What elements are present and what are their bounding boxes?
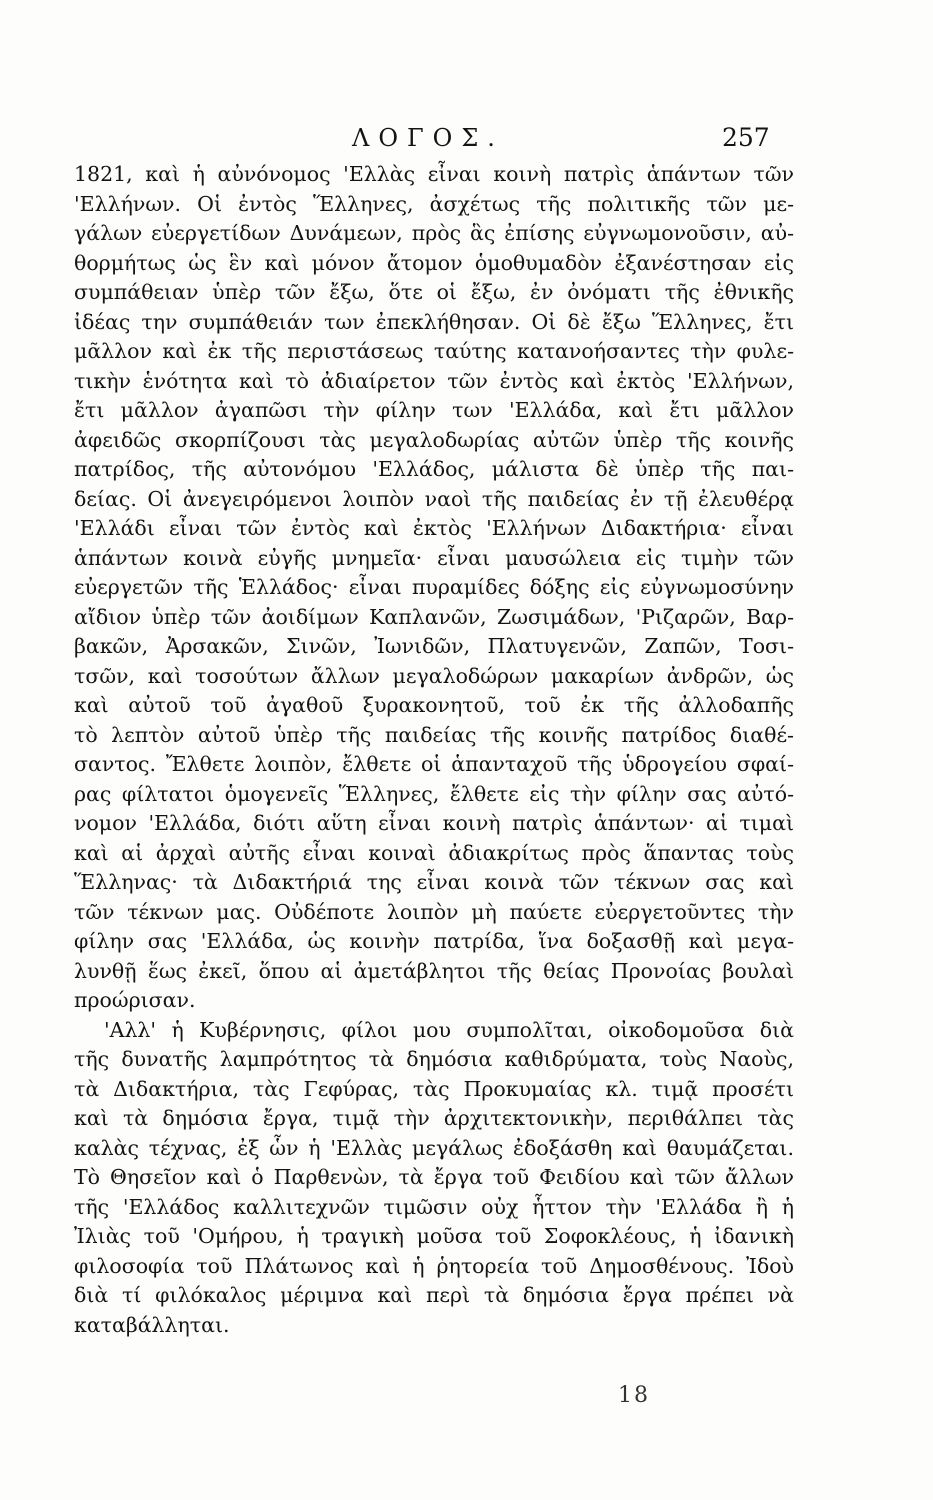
text-line: τσῶν, καὶ τοσούτων ἄλλων μεγαλοδώρων μακαρίων ἀνδρῶν, ὡς [74, 663, 794, 688]
text-line: ἁπάντων κοινὰ εὐγῆς μνημεῖα· εἶναι μαυσώλεια εἰς τιμὴν τῶν [74, 545, 794, 570]
page-number: 257 [722, 123, 770, 152]
text-line: μᾶλλον καὶ ἐκ τῆς περιστάσεως ταύτης κατανοήσαντες τὴν φυλε- [74, 339, 794, 363]
text-line: συμπάθειαν ὑπὲρ τῶν ἔξω, ὅτε οἱ ἔξω, ἐν ὀνόματι τῆς ἐθνικῆς [74, 280, 794, 304]
text-line: σαντος. Ἔλθετε λοιπὸν, ἔλθετε οἱ ἁπανταχοῦ τῆς ὑδρογείου σφαί- [74, 752, 794, 776]
text-line: τὰ Διδακτήρια, τὰς Γεφύρας, τὰς Προκυμαίας κλ. τιμᾷ προσέτι [74, 1076, 794, 1101]
text-line: τῆς 'Ελλάδος καλλιτεχνῶν τιμῶσιν οὐχ ἧττον τὴν 'Ελλάδα ἢ ἡ [74, 1194, 794, 1219]
signature-mark: 18 [618, 1383, 650, 1408]
text-line: δείας. Οἱ ἀνεγειρόμενοι λοιπὸν ναοὶ τῆς παιδείας ἐν τῇ ἐλευθέρᾳ [74, 486, 794, 511]
text-line: θορμήτως ὡς ἓν καὶ μόνον ἄτομον ὁμοθυμαδὸν ἐξανέστησαν εἰς [74, 250, 794, 275]
text-line: 'Ελλάδι εἶναι τῶν ἐντὸς καὶ ἐκτὸς 'Ελλήνων Διδακτήρια· εἶναι [74, 516, 794, 540]
text-line: Τὸ Θησεῖον καὶ ὁ Παρθενὼν, τὰ ἔργα τοῦ Φειδίου καὶ τῶν ἄλλων [74, 1165, 794, 1189]
text-line: λυνθῇ ἕως ἐκεῖ, ὅπου αἱ ἀμετάβλητοι τῆς θείας Προνοίας βουλαὶ [74, 958, 794, 983]
text-line: Ἰλιὰς τοῦ 'Ομήρου, ἡ τραγικὴ μοῦσα τοῦ Σοφοκλέους, ἡ ἰδανικὴ [74, 1224, 794, 1248]
text-line: ἰδέας την συμπάθειάν των ἐπεκλήθησαν. Οἱ δὲ ἔξω Ἕλληνες, ἔτι [74, 309, 794, 334]
text-line: γάλων εὐεργετίδων Δυνάμεων, πρὸς ἃς ἐπίσης εὐγνωμονοῦσιν, αὐ- [74, 221, 794, 245]
text-line: καὶ αἱ ἀρχαὶ αὐτῆς εἶναι κοιναὶ ἀδιακρίτως πρὸς ἅπαντας τοὺς [74, 840, 794, 865]
text-body [74, 160, 794, 1340]
text-line: καὶ τὰ δημόσια ἔργα, τιμᾷ τὴν ἀρχιτεκτονικὴν, περιθάλπει τὰς [74, 1106, 794, 1130]
text-line: 'Ελλήνων. Οἱ ἐντὸς Ἕλληνες, ἀσχέτως τῆς πολιτικῆς τῶν με- [74, 191, 794, 216]
text-line: προώρισαν. [74, 988, 196, 1012]
text-line: φίλην σας 'Ελλάδα, ὡς κοινὴν πατρίδα, ἵνα δοξασθῇ καὶ μεγα- [74, 929, 794, 953]
text-line: εὐεργετῶν τῆς Ἑλλάδος· εἶναι πυραμίδες δόξης εἰς εὐγνωμοσύνην [74, 575, 794, 599]
text-line: ρας φίλτατοι ὁμογενεῖς Ἕλληνες, ἔλθετε εἰς τὴν φίλην σας αὐτό- [74, 781, 794, 806]
text-line: βακῶν, Ἀρσακῶν, Σινῶν, Ἰωνιδῶν, Πλατυγενῶν, Ζαπῶν, Τοσι- [74, 634, 794, 658]
text-line: τὸ λεπτὸν αὐτοῦ ὑπὲρ τῆς παιδείας τῆς κοινῆς πατρίδος διαθέ- [74, 722, 794, 747]
running-title: ΛΟΓΟΣ. [352, 124, 504, 152]
text-line: καὶ αὐτοῦ τοῦ ἀγαθοῦ ξυρακονητοῦ, τοῦ ἐκ τῆς ἀλλοδαπῆς [74, 693, 794, 717]
text-line: ἀφειδῶς σκορπίζουσι τὰς μεγαλοδωρίας αὐτῶν ὑπὲρ τῆς κοινῆς [74, 427, 794, 452]
text-line: ἔτι μᾶλλον ἀγαπῶσι τὴν φίλην των 'Ελλάδα, καὶ ἔτι μᾶλλον [74, 398, 794, 422]
text-line: πατρίδος, τῆς αὐτονόμου 'Ελλάδος, μάλιστα δὲ ὑπὲρ τῆς παι- [74, 457, 794, 481]
text-line: τικὴν ἑνότητα καὶ τὸ ἀδιαίρετον τῶν ἐντὸς καὶ ἐκτὸς 'Ελλήνων, [74, 368, 794, 393]
text-line: Ἕλληνας· τὰ Διδακτήριά της εἶναι κοινὰ τῶν τέκνων σας καὶ [74, 870, 794, 894]
text-line: 'Αλλ' ἡ Κυβέρνησις, φίλοι μου συμπολῖται, οἰκοδομοῦσα διὰ [104, 1017, 794, 1042]
text-line: τῆς δυνατῆς λαμπρότητος τὰ δημόσια καθιδρύματα, τοὺς Ναοὺς, [74, 1047, 794, 1071]
text-line: 1821, καὶ ἡ αὐνόνομος 'Ελλὰς εἶναι κοινὴ πατρὶς ἁπάντων τῶν [74, 162, 794, 186]
text-line: καταβάλληται. [74, 1312, 230, 1337]
text-line: αἴδιον ὑπὲρ τῶν ἀοιδίμων Καπλανῶν, Ζωσιμάδων, 'Ριζαρῶν, Βαρ- [74, 604, 794, 629]
text-line: φιλοσοφία τοῦ Πλάτωνος καὶ ἡ ῥητορεία τοῦ Δημοσθένους. Ἰδοὺ [74, 1253, 794, 1278]
text-line: τῶν τέκνων μας. Οὐδέποτε λοιπὸν μὴ παύετε εὐεργετοῦντες τὴν [74, 899, 794, 924]
text-line: νομον 'Ελλάδα, διότι αὕτη εἶναι κοινὴ πατρὶς ἁπάντων· αἱ τιμαὶ [74, 811, 794, 835]
running-head [0, 118, 933, 158]
text-line: διὰ τί φιλόκαλος μέριμνα καὶ περὶ τὰ δημόσια ἔργα πρέπει νὰ [74, 1283, 794, 1307]
text-line: καλὰς τέχνας, ἐξ ὧν ἡ 'Ελλὰς μεγάλως ἐδοξάσθη καὶ θαυμάζεται. [74, 1135, 794, 1160]
